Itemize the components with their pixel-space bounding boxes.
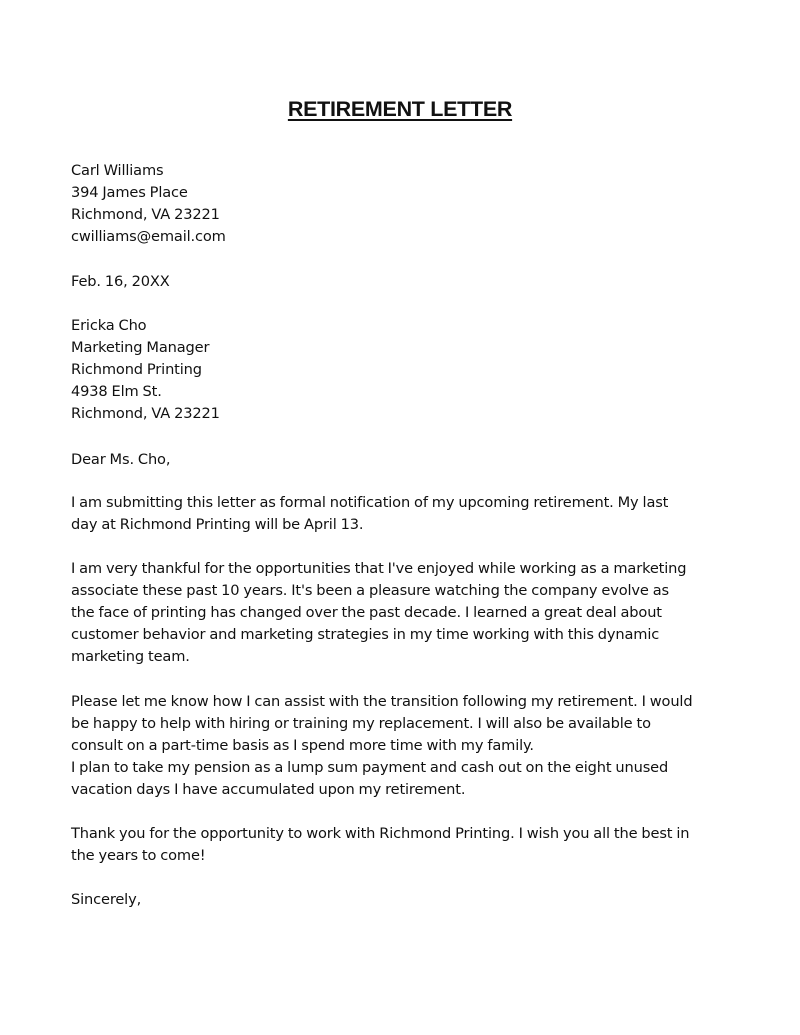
letter-title-text: RETIREMENT LETTER (287, 97, 513, 121)
paragraph-line: day at Richmond Printing will be April 13. (71, 516, 364, 533)
letter-date (71, 271, 731, 293)
paragraph-line: the years to come! (71, 847, 206, 864)
recipient-company: Richmond Printing (71, 361, 202, 378)
paragraph-line: Please let me know how I can assist with the transition following my retirement. I would (71, 693, 693, 710)
recipient-name: Ericka Cho (71, 317, 147, 334)
sender-city: Richmond, VA 23221 (71, 206, 220, 223)
sender-street: 394 James Place (71, 184, 188, 201)
recipient-street: 4938 Elm St. (71, 383, 162, 400)
paragraph-3 (71, 691, 731, 801)
salutation-text: Dear Ms. Cho, (71, 451, 171, 468)
sender-name: Carl Williams (71, 162, 164, 179)
paragraph-line: vacation days I have accumulated upon my retirement. (71, 781, 466, 798)
recipient-title: Marketing Manager (71, 339, 210, 356)
closing-text: Sincerely, (71, 891, 142, 908)
paragraph-1 (71, 492, 731, 536)
paragraph-line: consult on a part-time basis as I spend more time with my family. (71, 737, 534, 754)
paragraph-line: associate these past 10 years. It's been a pleasure watching the company evolve as (71, 582, 669, 599)
paragraph-line: Thank you for the opportunity to work with Richmond Printing. I wish you all the best in (71, 825, 690, 842)
sender-email: cwilliams@email.com (71, 228, 226, 245)
recipient-city: Richmond, VA 23221 (71, 405, 220, 422)
paragraph-2 (71, 558, 731, 668)
salutation (71, 449, 731, 471)
closing (71, 889, 731, 911)
paragraph-line: marketing team. (71, 648, 190, 665)
paragraph-line: I plan to take my pension as a lump sum payment and cash out on the eight unused (71, 759, 669, 776)
letter-title (0, 95, 800, 123)
paragraph-line: the face of printing has changed over the past decade. I learned a great deal about (71, 604, 662, 621)
recipient-address-block (71, 315, 731, 425)
paragraph-line: be happy to help with hiring or training my replacement. I will also be available to (71, 715, 651, 732)
letter-date-text: Feb. 16, 20XX (71, 273, 170, 290)
paragraph-4 (71, 823, 731, 867)
paragraph-line: customer behavior and marketing strategies in my time working with this dynamic (71, 626, 660, 643)
paragraph-line: I am very thankful for the opportunities that I've enjoyed while working as a marketing (71, 560, 687, 577)
sender-address-block (71, 160, 731, 248)
paragraph-line: I am submitting this letter as formal notification of my upcoming retirement. My last (71, 494, 669, 511)
